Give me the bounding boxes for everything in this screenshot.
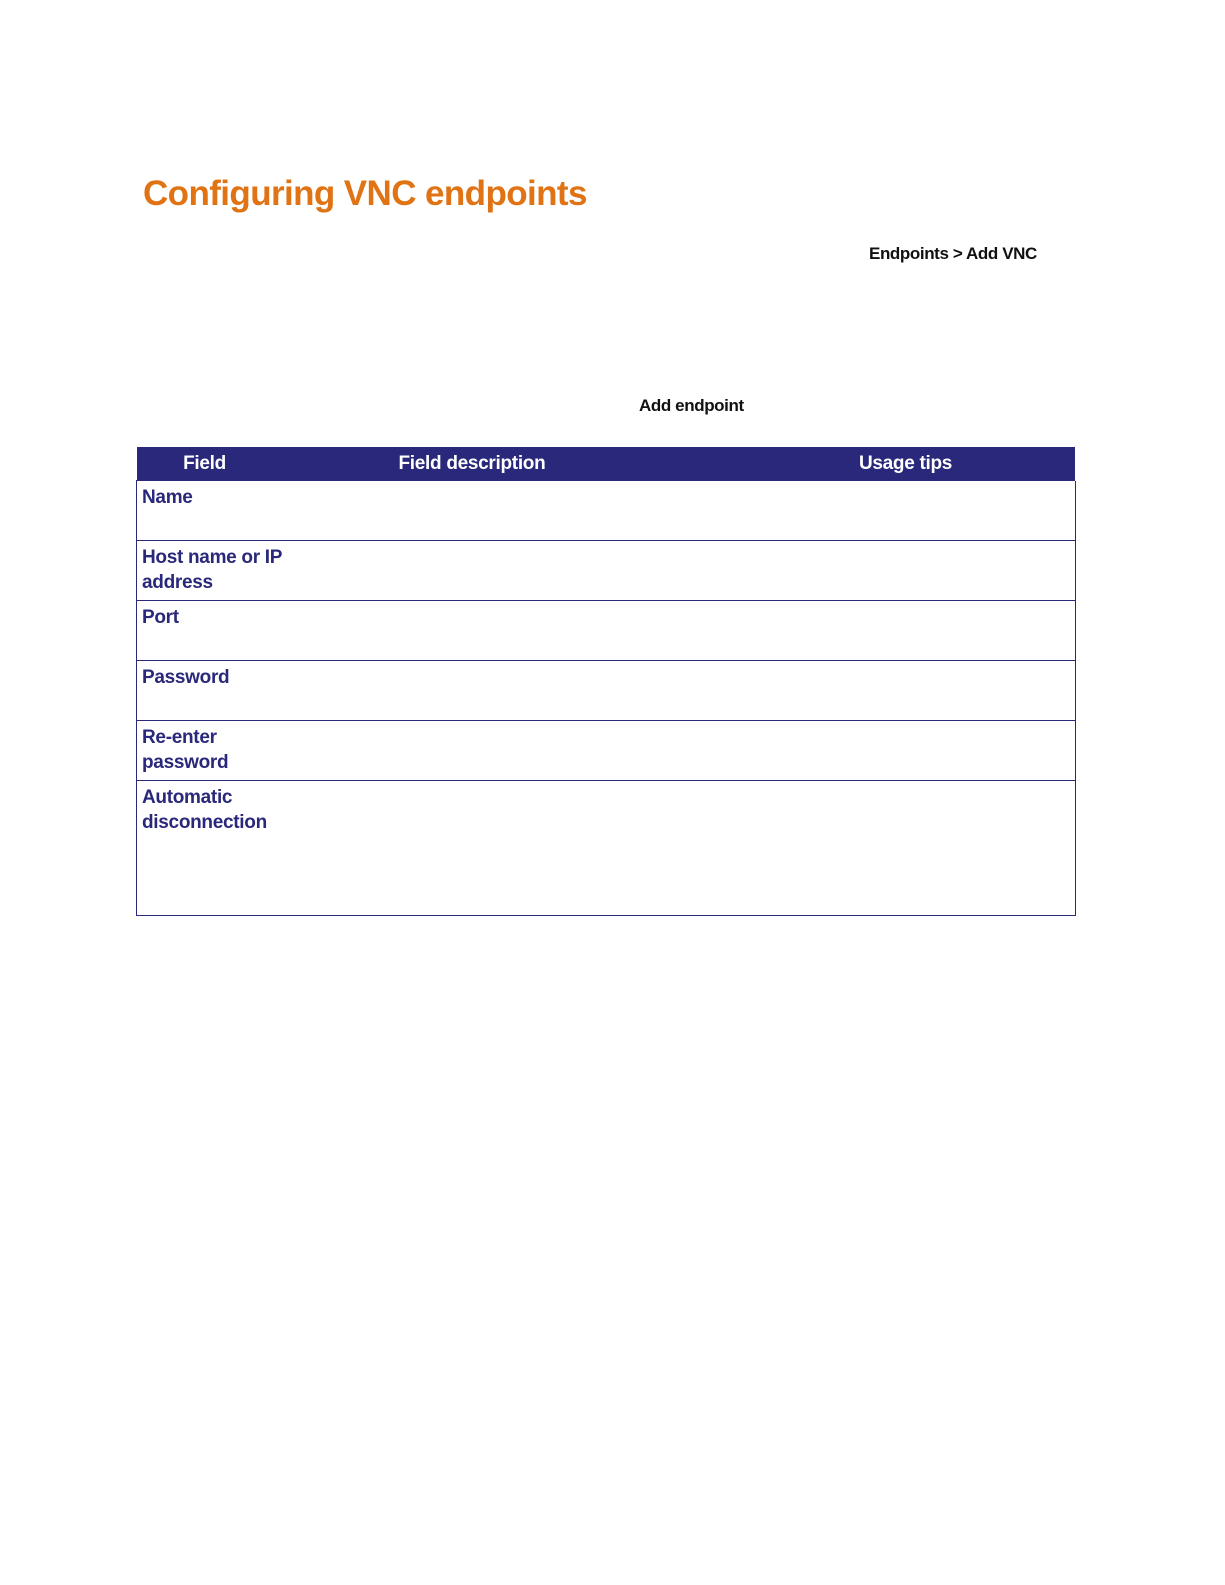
usage-tips-cell [737, 601, 1076, 661]
table-row [137, 661, 1076, 721]
table-row [137, 601, 1076, 661]
field-description-cell [273, 781, 737, 916]
usage-tips-cell [737, 721, 1076, 781]
field-name: Password [142, 667, 230, 688]
usage-tips-cell [737, 541, 1076, 601]
field-name-cell [137, 721, 273, 781]
field-name: Host name or IP address [142, 547, 282, 593]
header-field: Field [137, 447, 273, 481]
field-name-cell [137, 601, 273, 661]
nav-path-label: Endpoints > Add VNC [869, 244, 1037, 263]
field-description-cell [273, 601, 737, 661]
field-name: Re-enter password [142, 727, 229, 773]
page-title: Configuring VNC endpoints [143, 174, 587, 213]
header-usage-tips: Usage tips [737, 447, 1076, 481]
vnc-field-table [136, 447, 1077, 916]
usage-tips-cell [737, 781, 1076, 916]
field-description-cell [273, 721, 737, 781]
table-row [137, 781, 1076, 916]
field-name-cell [137, 661, 273, 721]
field-name-cell [137, 541, 282, 601]
usage-tips-cell [737, 481, 1076, 541]
header-description: Field description [273, 447, 737, 481]
add-endpoint-label: Add endpoint [639, 396, 744, 415]
field-description-cell [273, 661, 737, 721]
field-description-cell [273, 541, 737, 601]
table-header-row [137, 447, 1076, 481]
table-row [137, 721, 1076, 781]
usage-tips-cell [737, 661, 1076, 721]
field-description-cell [273, 481, 737, 541]
field-name-cell [137, 781, 273, 916]
field-name: Name [142, 487, 193, 508]
field-name: Port [142, 607, 179, 628]
table-row [137, 541, 1076, 601]
table-row [137, 481, 1076, 541]
field-name: Automatic disconnection [142, 787, 267, 833]
field-name-cell [137, 481, 273, 541]
